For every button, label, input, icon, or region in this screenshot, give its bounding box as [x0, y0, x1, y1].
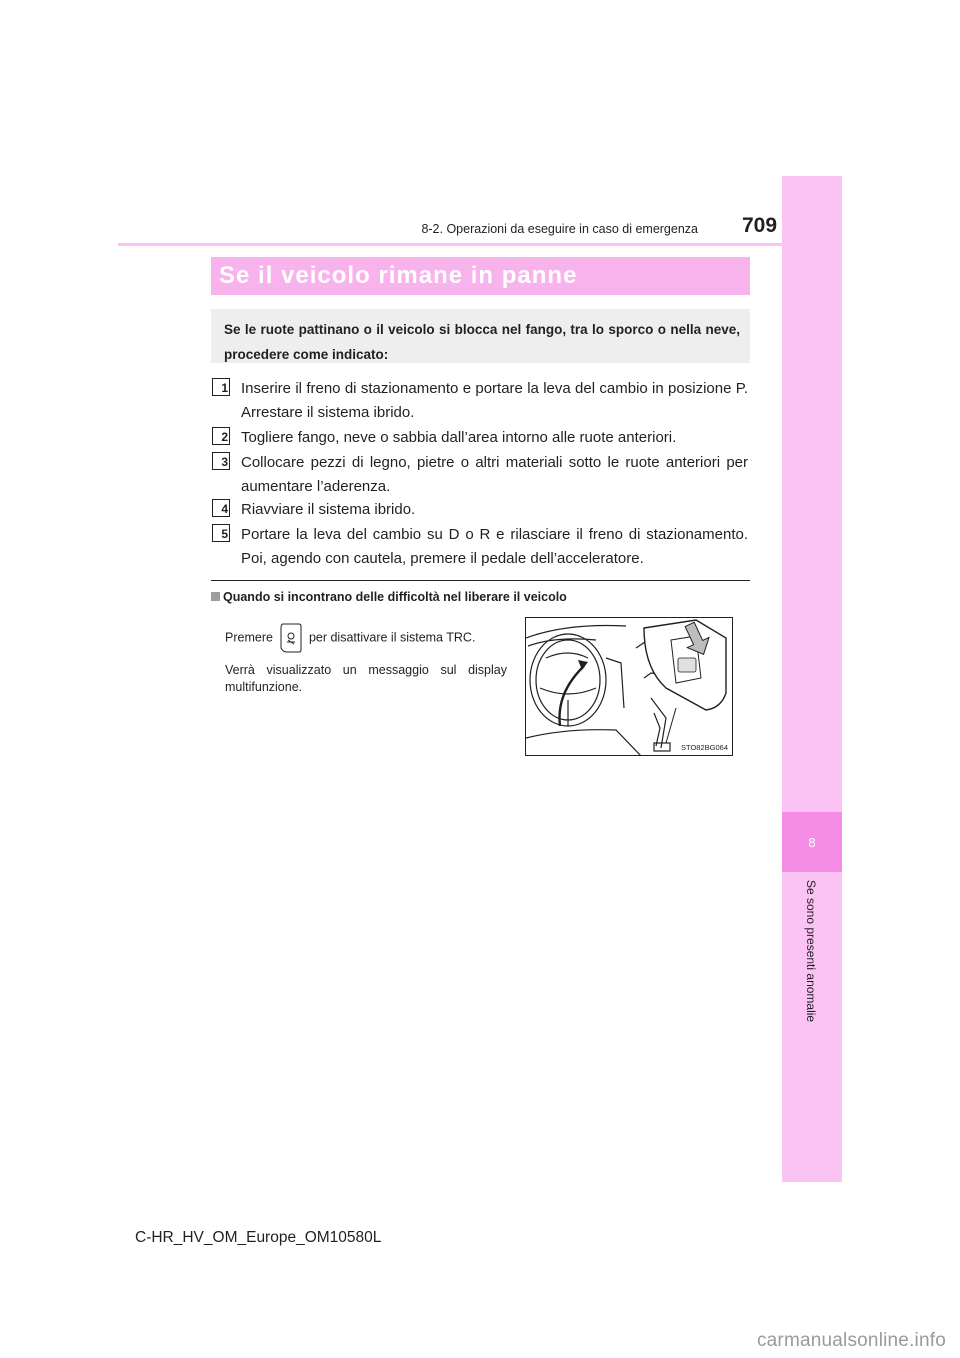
step-item [212, 377, 748, 425]
section-title-bar [211, 257, 750, 295]
step-number: 5 [212, 524, 230, 542]
press-after-text: per disattivare il sistema TRC. [308, 630, 476, 645]
chapter-number: 8 [808, 834, 816, 850]
note-message: Verrà visualizzato un messaggio sul display multifunzione. [225, 663, 507, 694]
step-item [212, 498, 748, 522]
section-divider [211, 580, 750, 581]
trc-off-switch-icon [279, 622, 303, 654]
page-number: 709 [742, 214, 778, 237]
step-item [212, 451, 748, 499]
note-press-line [225, 622, 507, 654]
header-divider [118, 243, 782, 246]
note-heading [211, 590, 567, 604]
step-text: Riavviare il sistema ibrido. [241, 501, 416, 518]
press-before-text: Premere [225, 630, 273, 645]
chapter-number-box [782, 812, 842, 872]
square-bullet-icon [211, 592, 220, 601]
figure-code: STO82BG064 [681, 743, 728, 752]
step-number: 1 [212, 378, 230, 396]
step-text: Togliere fango, neve o sabbia dall’area intorno alle ruote anteriori. [241, 429, 677, 446]
step-item [212, 523, 748, 571]
step-number: 3 [212, 452, 230, 470]
chapter-side-tab [782, 176, 842, 1182]
steering-wheel-illustration [525, 617, 733, 756]
footer-doc-id: C-HR_HV_OM_Europe_OM10580L [135, 1229, 382, 1246]
step-number: 4 [212, 499, 230, 517]
dashboard-drawing [526, 618, 733, 756]
header-section-title: 8-2. Operazioni da eseguire in caso di emergenza [421, 222, 698, 236]
intro-box [211, 309, 750, 363]
watermark-logo: carmanualsonline.info [756, 1330, 946, 1351]
step-text: Inserire il freno di stazionamento e portare la leva del cambio in posizione P. Arrestare il sistema ibrido. [241, 380, 748, 421]
note-heading-text: Quando si incontrano delle difficoltà nel liberare il veicolo [223, 590, 567, 604]
step-item [212, 426, 748, 450]
section-title: Se il veicolo rimane in panne [219, 262, 578, 289]
step-text: Portare la leva del cambio su D o R e rilasciare il freno di stazionamento. Poi, agendo con cautela, premere il pedale dell’acceleratore. [241, 526, 748, 567]
step-number: 2 [212, 427, 230, 445]
intro-text: Se le ruote pattinano o il veicolo si blocca nel fango, tra lo sporco o nella neve, procedere come indicato: [224, 322, 740, 362]
chapter-title: Se sono presenti anomalie [804, 880, 818, 1023]
step-text: Collocare pezzi di legno, pietre o altri materiali sotto le ruote anteriori per aumentare l’aderenza. [241, 454, 748, 495]
